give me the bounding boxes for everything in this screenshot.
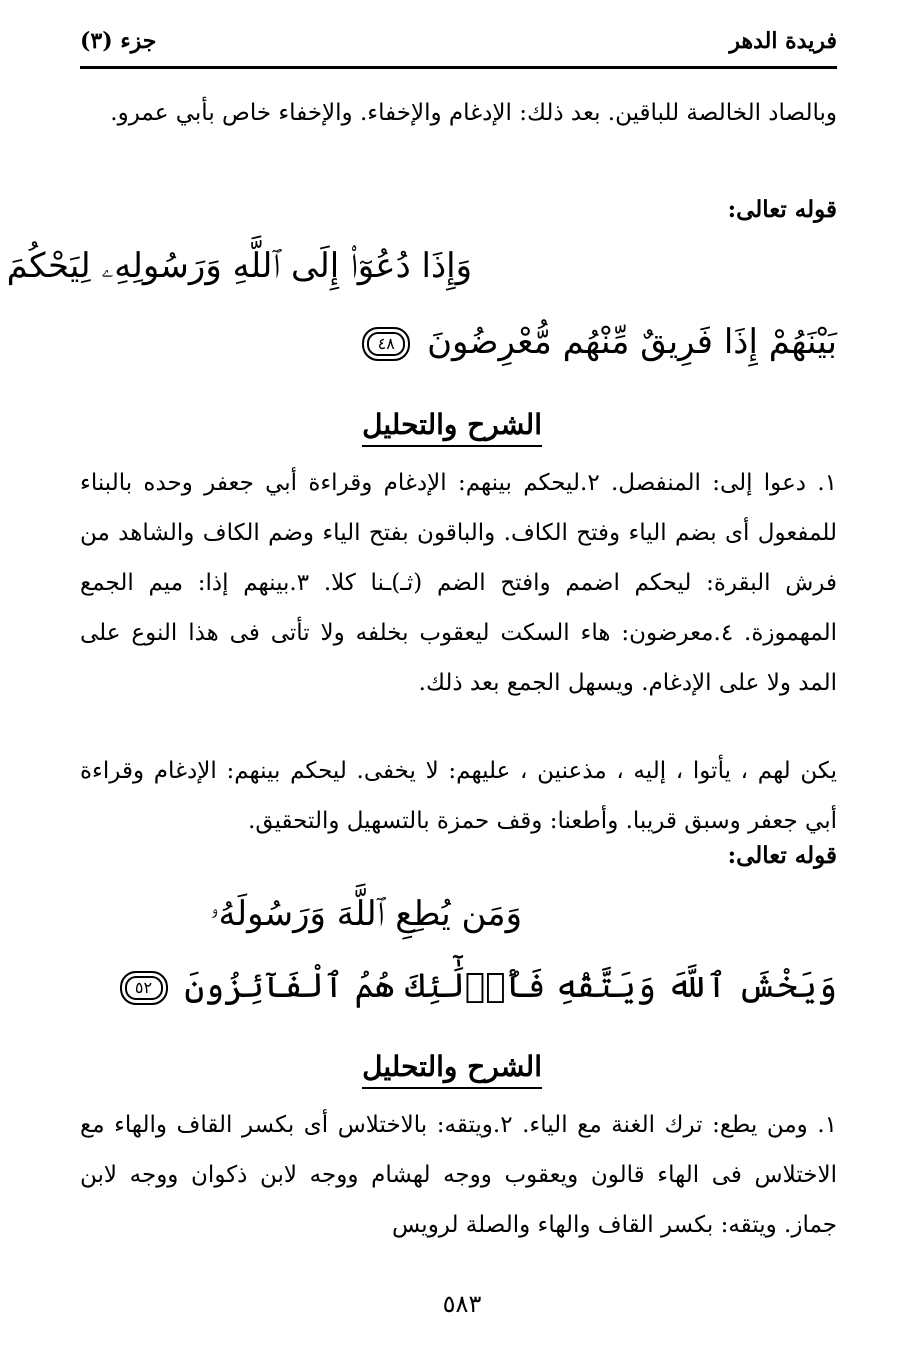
intro-paragraph: وبالصاد الخالصة للباقين. بعد ذلك: الإدغام والإخفاء. والإخفاء خاص بأبي عمرو. [110, 100, 837, 126]
section1-analysis-title [362, 408, 542, 447]
section2-verse-line1: وَمَن يُطِعِ ٱللَّهَ وَرَسُولَهُۥ [210, 894, 522, 934]
section2-analysis [80, 1100, 837, 1250]
ayah-number-badge: ٤٨ [362, 327, 410, 361]
section1-verse-text: بَيْنَهُمْ إِذَا فَرِيقٌ مِّنْهُم مُّعْرِضُونَ [427, 322, 837, 362]
page-number: ٥٨٣ [442, 1290, 482, 1318]
section2-analysis-number: ١. [817, 1112, 837, 1138]
section1-verse-line2 [362, 314, 837, 370]
section2-analysis-text: ومن يطع: ترك الغنة مع الياء. ٢.ويتقه: بالاختلاس أى بكسر القاف والهاء مع الاختلاس فى الهاء قالون ويعقوب ووجه لهشام ووجه لابن ذكوان ووجه لابن جماز. ويتقه: بكسر القاف والهاء والصلة لرويس [80, 1112, 837, 1238]
section1-heading: قوله تعالى: [727, 196, 837, 223]
section2-analysis-title-text: الشرح والتحليل [362, 1050, 542, 1089]
header-rule [80, 66, 837, 69]
book-title: فريدة الدهر [729, 28, 837, 54]
section2-analysis-title [362, 1050, 542, 1089]
section1-verse-line1: وَإِذَا دُعُوٓا۟ إِلَى ٱللَّهِ وَرَسُولِهِۦ لِيَحْكُمَ [6, 246, 472, 286]
section1-extra-text: يكن لهم ، يأتوا ، إليه ، مذعنين ، عليهم: لا يخفى. ليحكم بينهم: الإدغام وقراءة أبي جعفر وسبق قريبا. وأطعنا: وقف حمزة بالتسهيل والتحقيق. [80, 758, 837, 834]
section2-heading: قوله تعالى: [727, 842, 837, 869]
section2-verse-text: وَيَخْشَ ٱللَّهَ وَيَتَّقْهِ فَأُو۟لَٰٓئِكَ هُمُ ٱلْفَآئِزُونَ [184, 966, 837, 1006]
section1-analysis-number: ١. [817, 470, 838, 496]
section2-verse-line2 [120, 958, 837, 1014]
part-label: جزء (٣) [80, 28, 157, 54]
section1-analysis [80, 458, 837, 708]
section1-analysis-text: دعوا إلى: المنفصل. ٢.ليحكم بينهم: الإدغام وقراءة أبي جعفر وحده بالبناء للمفعول أى بضم الياء وفتح الكاف. والباقون بفتح الياء وضم الكاف والشاهد من فرش البقرة: ليحكم اضمم وافتح الضم (ثـ)ـنا كلا. ٣.بينهم إذا: ميم الجمع المهموزة. ٤.معرضون: هاء السكت ليعقوب بخلفه ولا تأتى فى هذا النوع على المد ولا على الإدغام. ويسهل الجمع بعد ذلك. [80, 470, 837, 696]
section1-analysis-title-text: الشرح والتحليل [362, 408, 542, 447]
ayah-number-badge: ٥٢ [120, 971, 168, 1005]
page-header [80, 20, 837, 66]
